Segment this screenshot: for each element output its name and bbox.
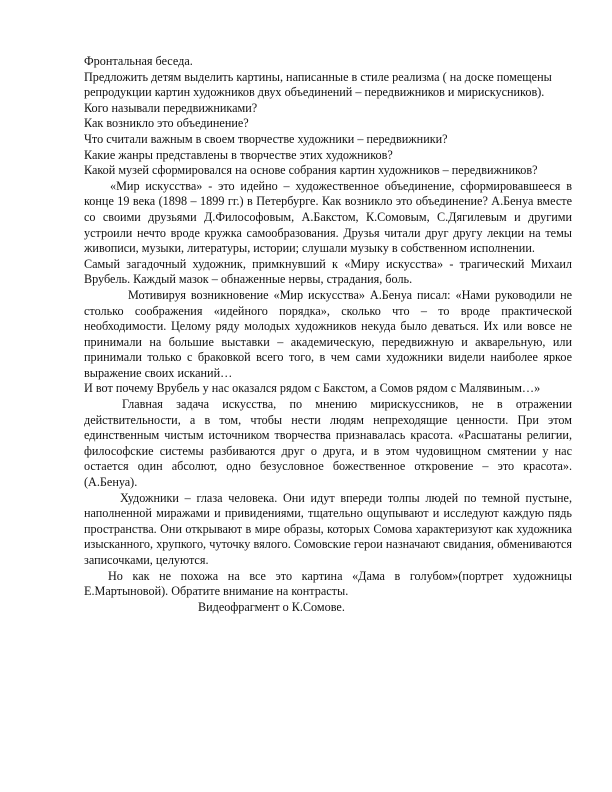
paragraph-main-task: Главная задача искусства, по мнению мирискуссников, не в отражении действительности, а в том, чтобы нести людям непреходящие ценности. При этом единственным чистым источником творчества признавалась красота. «Расшатаны религии, философские системы разбиваются друг о друга, и в этом чудовищном смятении у нас остается один абсолют, одно безусловное божественное откровение – это красота». (А.Бенуа). <box>84 397 572 490</box>
intro-line-1: Фронтальная беседа. <box>84 54 193 68</box>
paragraph-vrubel-bakst: И вот почему Врубель у нас оказался рядом с Бакстом, а Сомов рядом с Малявиным…» <box>84 381 541 396</box>
paragraph-lady-in-blue: Но как не похожа на все это картина «Дама в голубом»(портрет художницы Е.Мартыновой). Обратите внимание на контрасты. <box>84 568 572 599</box>
paragraph-artists-eyes: Художники – глаза человека. Они идут впереди толпы людей по темной пустыне, наполненной миражами и привидениями, тщательно ощупывают и исследуют каждую пядь пространства. Они открывают в мире образы, которых Сомова характеризуют как художника изысканного, хрупкого, чуточку вялого. Сомовские герои назначают свидания, обмениваются записочками, целуются. <box>84 490 572 567</box>
paragraph-vrubel: Самый загадочный художник, примкнувший к «Миру искусства» - трагический Михаил Врубель. Каждый мазок – обнаженные нервы, страдания, боль. <box>84 256 572 287</box>
document-page <box>84 54 572 615</box>
intro-line-6: Какие жанры представлены в творчестве этих художников? <box>84 147 393 162</box>
video-fragment-note: Видеофрагмент о К.Сомове. <box>198 599 345 614</box>
paragraph-mir-iskusstva: «Мир искусства» - это идейно – художественное объединение, сформировавшееся в конце 19 века (1898 – 1899 гг.) в Петербурге. Как возникло это объединение? А.Бенуа вместе со своими друзьями Д.Философовым, А.Бакстом, К.Сомовым, С.Дягилевым и другими устроили нечто вроде кружка самообразования. Друзья читали друг другу лекции на темы живописи, музыки, литературы, истории; слушали музыку в собственном исполнении. <box>84 178 572 256</box>
intro-line-7: Какой музей сформировался на основе собрания картин художников – передвижников? <box>84 163 538 178</box>
intro-line-5: Что считали важным в своем творчестве художники – передвижники? <box>84 131 448 146</box>
intro-line-2: Предложить детям выделить картины, написанные в стиле реализма ( на доске помещены репродукции картин художников двух объединений – передвижников и мирискусников). <box>84 69 552 100</box>
intro-line-3: Кого называли передвижниками? <box>84 100 258 115</box>
paragraph-benua-quote: Мотивируя возникновение «Мир искусства» А.Бенуа писал: «Нами руководили не столько соображения «идейного порядка», сколько что – то вроде практической необходимости. Целому ряду молодых художников некуда было деваться. Их или вовсе не принимали на большие выставки – академическую, передвижную и акварельную, или принимали только с браковкой всего того, в чем сами художники видели наиболее яркое выражение своих исканий… <box>84 287 572 380</box>
intro-line-4: Как возникло это объединение? <box>84 116 249 131</box>
